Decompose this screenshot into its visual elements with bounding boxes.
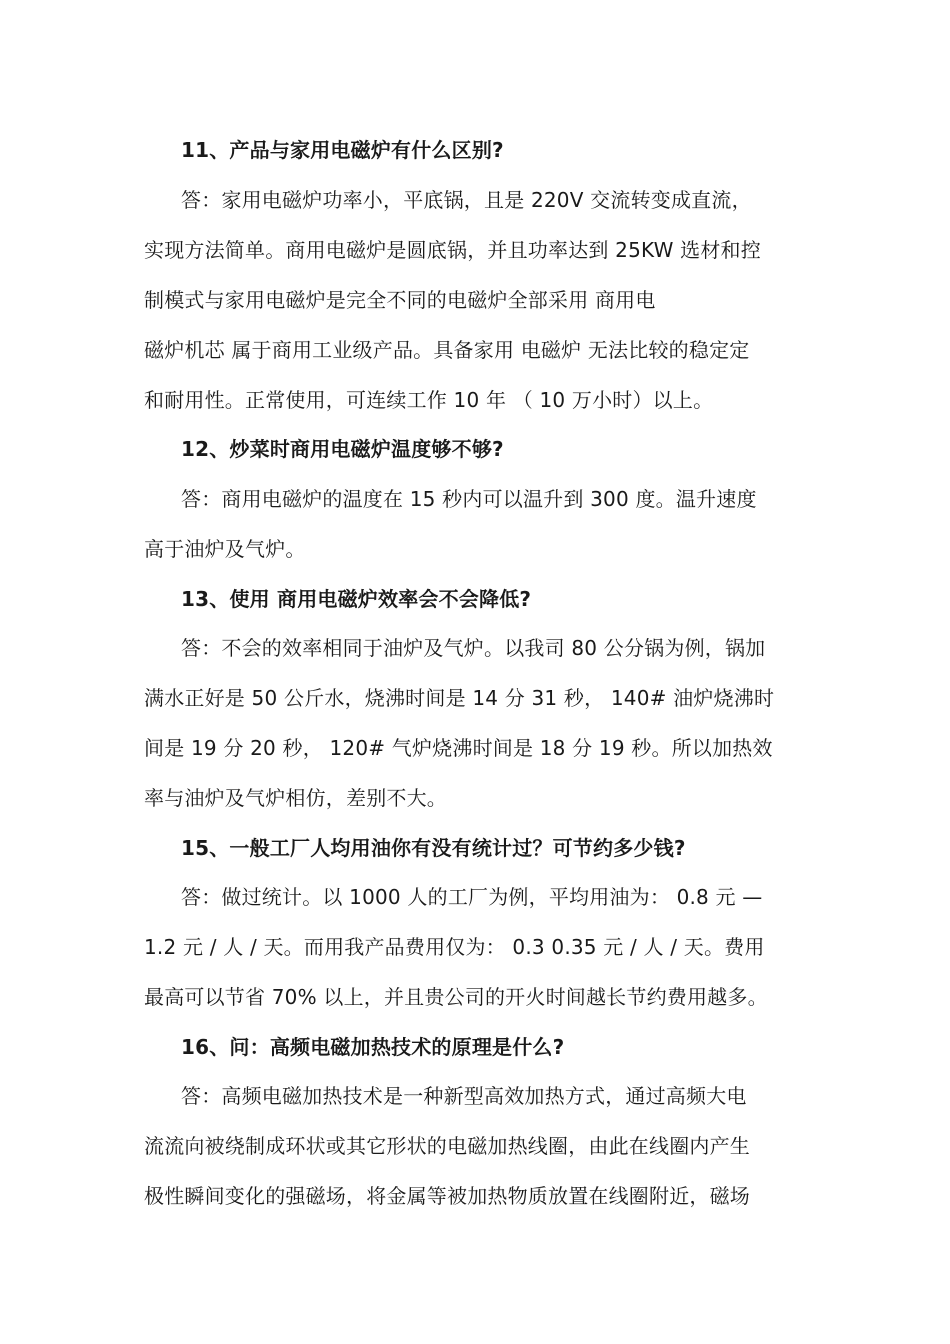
question-heading: 13、使用 商用电磁炉效率会不会降低? bbox=[181, 587, 532, 611]
answer-line: 间是 19 分 20 秒， 120# 气炉烧沸时间是 18 分 19 秒。所以加热效 bbox=[144, 736, 773, 760]
answer-line: 率与油炉及气炉相仿，差别不大。 bbox=[144, 786, 447, 810]
answer-line: 高于油炉及气炉。 bbox=[144, 537, 306, 561]
answer-line: 流流向被绕制成环状或其它形状的电磁加热线圈，由此在线圈内产生 bbox=[144, 1134, 750, 1158]
answer-line: 答：做过统计。以 1000 人的工厂为例，平均用油为： 0.8 元 — bbox=[181, 885, 763, 909]
answer-line: 磁炉机芯 属于商用工业级产品。具备家用 电磁炉 无法比较的稳定定 bbox=[144, 338, 750, 362]
answer-line: 极性瞬间变化的强磁场，将金属等被加热物质放置在线圈附近，磁场 bbox=[144, 1184, 750, 1208]
answer-line: 制模式与家用电磁炉是完全不同的电磁炉全部采用 商用电 bbox=[144, 288, 656, 312]
question-heading: 15、一般工厂人均用油你有没有统计过？可节约多少钱? bbox=[181, 836, 686, 860]
answer-line: 和耐用性。正常使用，可连续工作 10 年 （ 10 万小时）以上。 bbox=[144, 388, 714, 412]
answer-line: 答：家用电磁炉功率小，平底锅，且是 220V 交流转变成直流， bbox=[181, 188, 752, 212]
answer-line: 答：不会的效率相同于油炉及气炉。以我司 80 公分锅为例，锅加 bbox=[181, 636, 766, 660]
question-heading: 16、问：高频电磁加热技术的原理是什么? bbox=[181, 1035, 565, 1059]
question-heading: 11、产品与家用电磁炉有什么区别? bbox=[181, 138, 504, 162]
answer-line: 满水正好是 50 公斤水，烧沸时间是 14 分 31 秒， 140# 油炉烧沸时 bbox=[144, 686, 775, 710]
answer-line: 答：高频电磁加热技术是一种新型高效加热方式，通过高频大电 bbox=[181, 1084, 747, 1108]
question-heading: 12、炒菜时商用电磁炉温度够不够? bbox=[181, 437, 504, 461]
answer-line: 实现方法简单。商用电磁炉是圆底锅，并且功率达到 25KW 选材和控 bbox=[144, 238, 761, 262]
answer-line: 1.2 元 / 人 / 天。而用我产品费用仅为： 0.3 0.35 元 / 人 / 天。费用 bbox=[144, 935, 765, 959]
answer-line: 最高可以节省 70% 以上，并且贵公司的开火时间越长节约费用越多。 bbox=[144, 985, 768, 1009]
answer-line: 答：商用电磁炉的温度在 15 秒内可以温升到 300 度。温升速度 bbox=[181, 487, 757, 511]
